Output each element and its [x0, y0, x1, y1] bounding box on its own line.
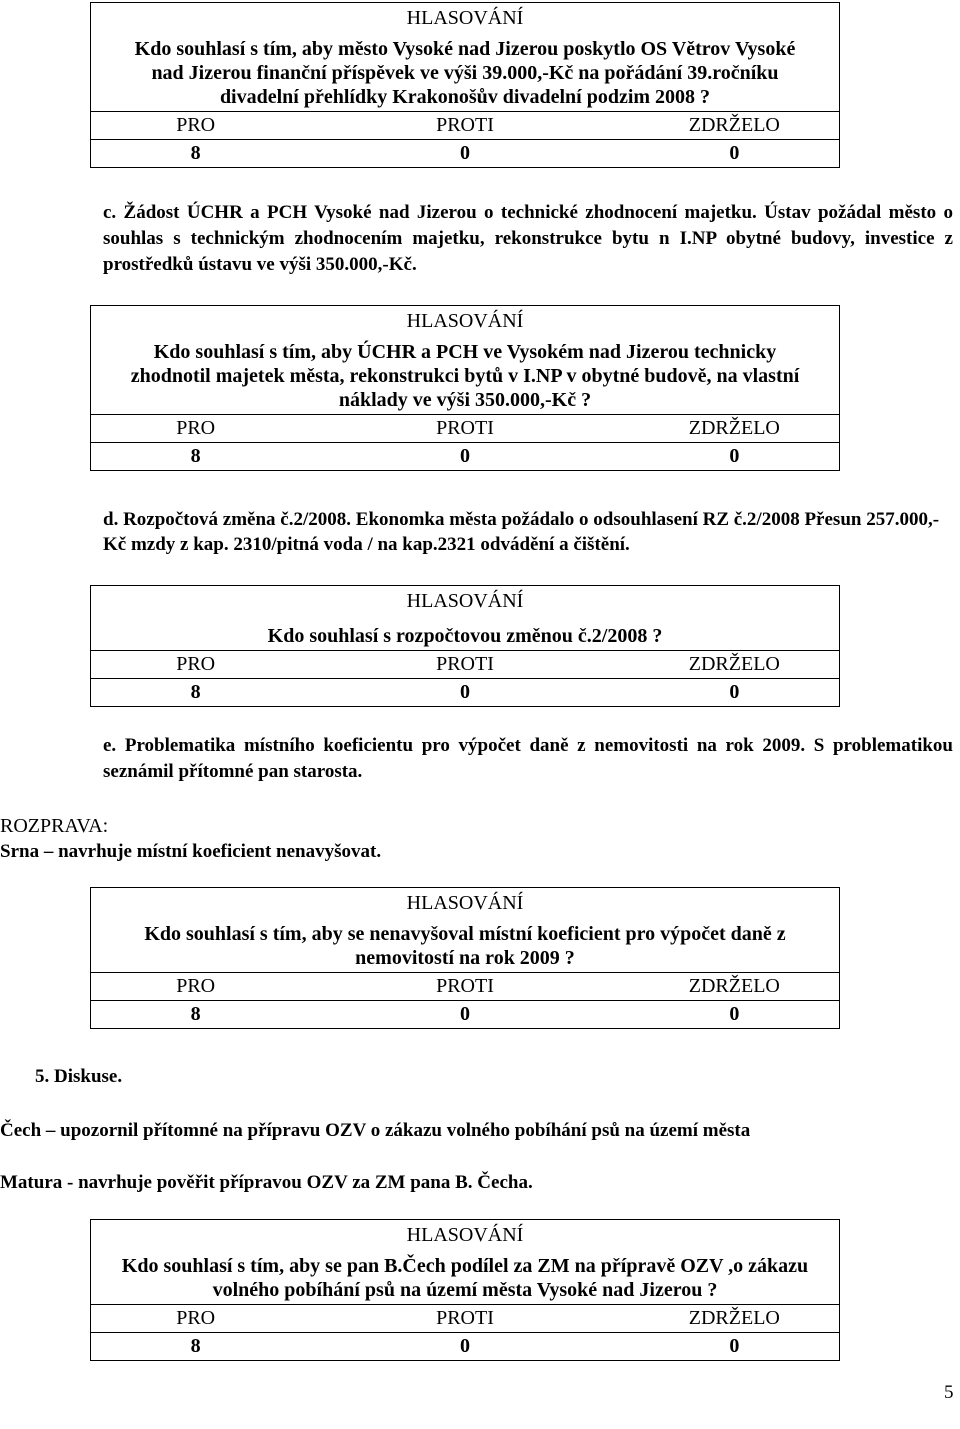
vote-column-labels — [91, 650, 839, 678]
col-proti: PROTI — [436, 1307, 494, 1329]
value-proti: 0 — [459, 142, 470, 164]
vote-values — [91, 1332, 839, 1360]
vote-heading: HLASOVÁNÍ — [406, 1224, 524, 1246]
rozprava-text: Srna – navrhuje místní koeficient nenavyšovat. — [0, 841, 382, 862]
vote-values — [91, 678, 839, 706]
col-zdrzelo: ZDRŽELO — [688, 114, 780, 136]
vote-box — [90, 2, 840, 168]
vote-column-labels — [91, 1304, 839, 1332]
col-pro: PRO — [176, 114, 216, 136]
vote-column-labels — [91, 414, 839, 442]
vote-question: Kdo souhlasí s tím, aby ÚCHR a PCH ve Vysokém nad Jizerou technicky zhodnotil majetek města, rekonstrukci bytů v I.NP v obytné budově, na vlastní náklady ve výši 350.000,-Kč ? — [130, 341, 800, 411]
item-d-text: d. Rozpočtová změna č.2/2008. Ekonomka města požádalo o odsouhlasení RZ č.2/2008 Přesun 257.000,-Kč mzdy z kap. 2310/pitná voda / na kap.2321 odvádění a čištění. — [103, 509, 940, 555]
col-pro: PRO — [176, 975, 216, 997]
value-proti: 0 — [459, 681, 470, 703]
vote-question: Kdo souhlasí s tím, aby se nenavyšoval místní koeficient pro výpočet daně z nemovitostí na rok 2009 ? — [144, 923, 786, 969]
item-c-text: c. Žádost ÚCHR a PCH Vysoké nad Jizerou o technické zhodnocení majetku. Ústav požádal město o souhlas s technickým zhodnocením majetku, rekonstrukce bytu n I.NP obytné budovy, investice z prostředků ústavu ve výši 350.000,-Kč. — [103, 202, 953, 275]
col-pro: PRO — [176, 653, 216, 675]
col-zdrzelo: ZDRŽELO — [688, 417, 780, 439]
value-zdrzelo: 0 — [729, 681, 740, 703]
value-pro: 8 — [190, 1335, 201, 1357]
col-pro: PRO — [176, 1307, 216, 1329]
value-proti: 0 — [459, 445, 470, 467]
vote-values — [91, 1000, 839, 1028]
cech-text: Čech – upozornil přítomné na přípravu OZV o zákazu volného pobíhání psů na území města — [0, 1120, 751, 1141]
vote-heading: HLASOVÁNÍ — [406, 310, 524, 332]
value-zdrzelo: 0 — [729, 445, 740, 467]
col-zdrzelo: ZDRŽELO — [688, 653, 780, 675]
col-pro: PRO — [176, 417, 216, 439]
value-pro: 8 — [190, 142, 201, 164]
col-zdrzelo: ZDRŽELO — [688, 1307, 780, 1329]
col-proti: PROTI — [436, 975, 494, 997]
value-pro: 8 — [190, 1003, 201, 1025]
vote-heading: HLASOVÁNÍ — [406, 590, 524, 612]
vote-question: Kdo souhlasí s tím, aby se pan B.Čech podílel za ZM na přípravě OZV ,o zákazu volného pobíhání psů na území města Vysoké nad Jizerou ? — [121, 1255, 809, 1301]
item-e-text: e. Problematika místního koeficientu pro výpočet daně z nemovitosti na rok 2009. S problematikou seznámil přítomné pan starosta. — [103, 735, 953, 782]
vote-question: Kdo souhlasí s rozpočtovou změnou č.2/2008 ? — [267, 625, 663, 647]
rozprava-label: ROZPRAVA: — [0, 815, 109, 837]
vote-values — [91, 442, 839, 470]
matura-text: Matura - navrhuje pověřit přípravou OZV za ZM pana B. Čecha. — [0, 1172, 533, 1193]
value-pro: 8 — [190, 681, 201, 703]
vote-heading: HLASOVÁNÍ — [406, 7, 524, 29]
value-zdrzelo: 0 — [729, 1335, 740, 1357]
vote-box — [90, 887, 840, 1029]
col-proti: PROTI — [436, 653, 494, 675]
value-proti: 0 — [459, 1003, 470, 1025]
vote-box — [90, 1219, 840, 1361]
value-zdrzelo: 0 — [729, 1003, 740, 1025]
vote-question: Kdo souhlasí s tím, aby město Vysoké nad Jizerou poskytlo OS Větrov Vysoké nad Jizerou finanční příspěvek ve výši 39.000,-Kč na pořádání 39.ročníku divadelní přehlídky Krakonošův divadelní podzim 2008 ? — [134, 38, 796, 108]
col-proti: PROTI — [436, 417, 494, 439]
value-proti: 0 — [459, 1335, 470, 1357]
vote-box — [90, 585, 840, 707]
vote-heading: HLASOVÁNÍ — [406, 892, 524, 914]
col-zdrzelo: ZDRŽELO — [688, 975, 780, 997]
vote-box — [90, 305, 840, 471]
col-proti: PROTI — [436, 114, 494, 136]
page-number: 5 — [944, 1382, 954, 1403]
value-zdrzelo: 0 — [729, 142, 740, 164]
vote-column-labels — [91, 111, 839, 139]
vote-values — [91, 139, 839, 167]
value-pro: 8 — [190, 445, 201, 467]
section-5-heading: 5. Diskuse. — [35, 1066, 123, 1087]
vote-column-labels — [91, 972, 839, 1000]
